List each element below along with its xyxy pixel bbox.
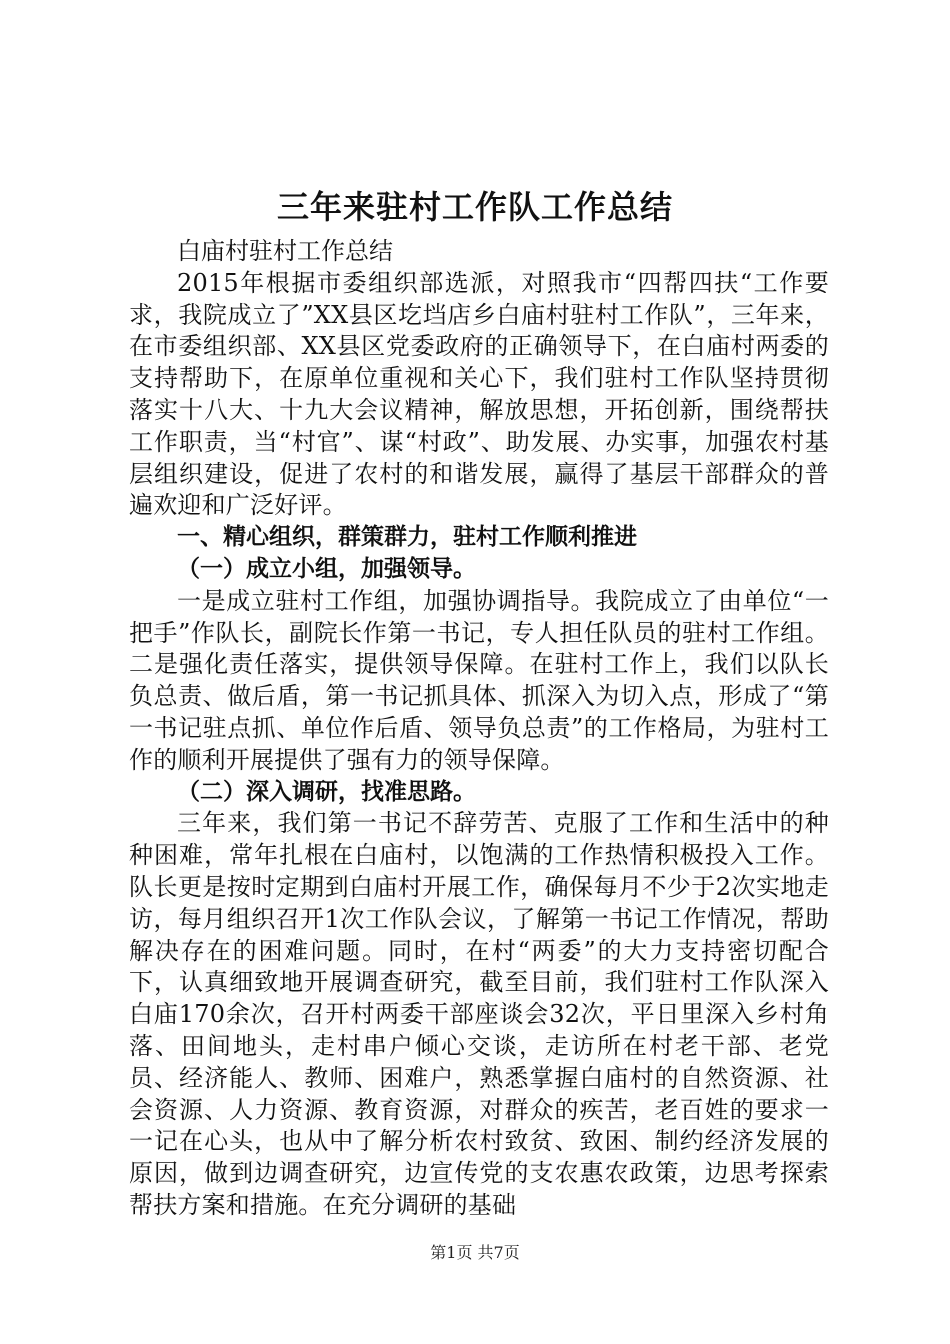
paragraph-leadership: 一是成立驻村工作组，加强协调指导。我院成立了由单位“一把手”作队长，副院长作第一书记，专人担任队员的驻村工作组。二是强化责任落实，提供领导保障。在驻村工作上，我们以队长负总责、做后盾，第一书记抓具体、抓深入为切入点，形成了“第一书记驻点抓、单位作后盾、领导负总责”的工作格局，为驻村工作的顺利开展提供了强有力的领导保障。 (129, 586, 829, 774)
document-subtitle: 白庙村驻村工作总结 (177, 237, 393, 265)
page-number-footer: 第1页 共7页 (430, 1243, 520, 1262)
subsection-heading-1-2: （二）深入调研，找准思路。 (177, 778, 476, 805)
paragraph-research: 三年来，我们第一书记不辞劳苦、克服了工作和生活中的种种困难，常年扎根在白庙村，以饱满的工作热情积极投入工作。队长更是按时定期到白庙村开展工作，确保每月不少于2次实地走访，每月组织召开1次工作队会议，了解第一书记工作情况，帮助解决存在的困难问题。同时，在村“两委”的大力支持密切配合下，认真细致地开展调查研究，截至目前，我们驻村工作队深入白庙170余次，召开村两委干部座谈会32次，平日里深入乡村角落、田间地头，走村串户倾心交谈，走访所在村老干部、老党员、经济能人、教师、困难户，熟悉掌握白庙村的自然资源、社会资源、人力资源、教育资源，对群众的疾苦，老百姓的要求一一记在心头，也从中了解分析农村致贫、致困、制约经济发展的原因，做到边调查研究，边宣传党的支农惠农政策，边思考探索帮扶方案和措施。在充分调研的基础 (129, 809, 829, 1219)
document-title: 三年来驻村工作队工作总结 (276, 188, 673, 226)
document-body (129, 236, 829, 1222)
paragraph-intro: 2015年根据市委组织部选派，对照我市“四帮四扶“工作要求，我院成立了”XX县区圪垱店乡白庙村驻村工作队”，三年来，在市委组织部、XX县区党委政府的正确领导下，在白庙村两委的支持帮助下，在原单位重视和关心下，我们驻村工作队坚持贯彻落实十八大、十九大会议精神，解放思想，开拓创新，围绕帮扶工作职责，当“村官”、谋“村政”、助发展、办实事，加强农村基层组织建设，促进了农村的和谐发展，赢得了基层干部群众的普遍欢迎和广泛好评。 (129, 268, 829, 520)
section-heading-1: 一、精心组织，群策群力，驻村工作顺利推进 (177, 524, 637, 551)
subsection-heading-1-1: （一）成立小组，加强领导。 (177, 555, 476, 582)
